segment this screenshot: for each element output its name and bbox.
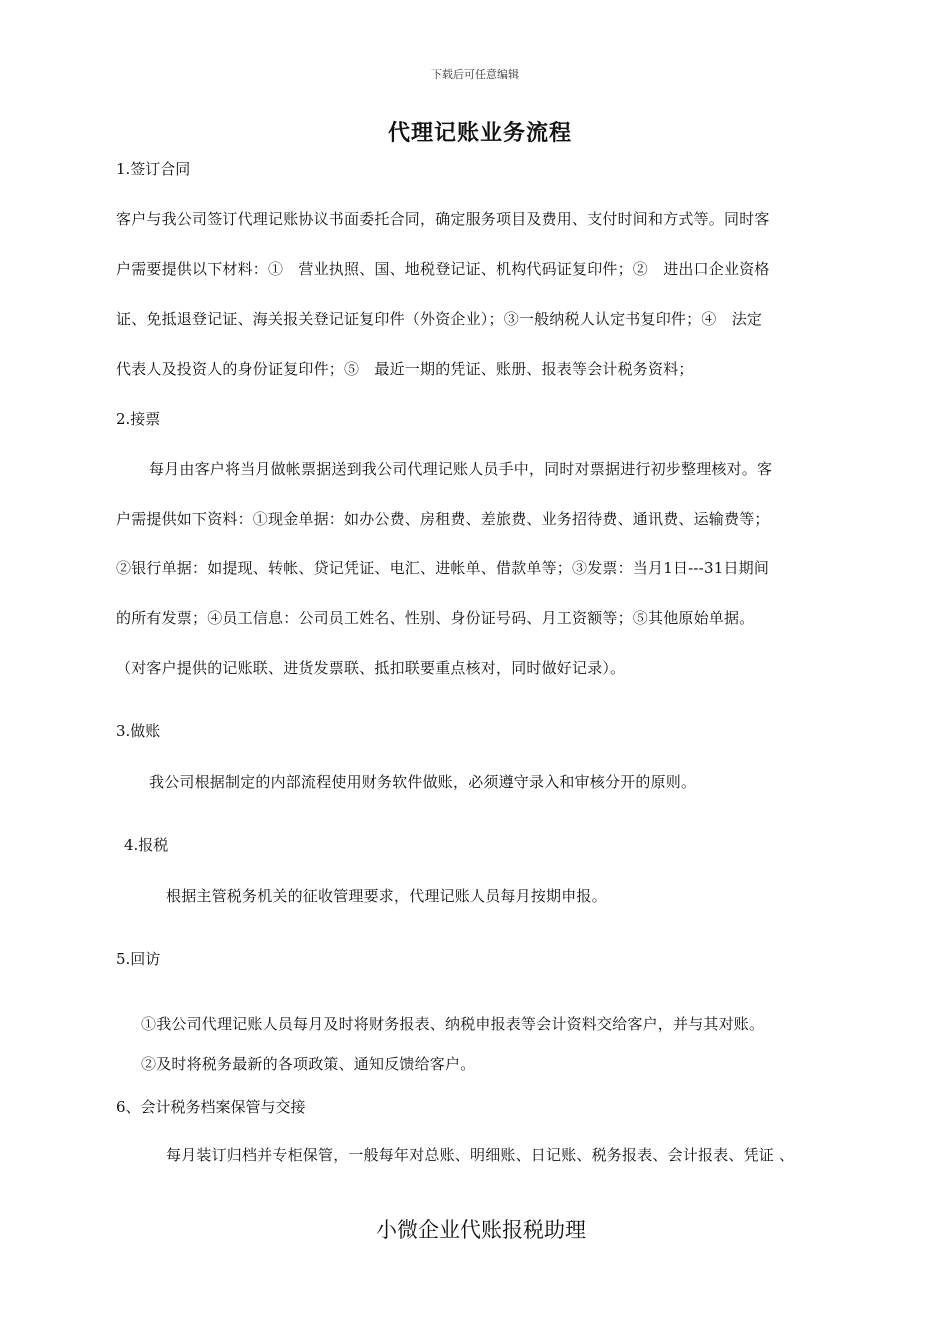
section-2-line-5: （对客户提供的记账联、进货发票联、抵扣联要重点核对，同时做好记录）。 <box>116 659 626 677</box>
section-1-line-1: 客户与我公司签订代理记账协议书面委托合同，确定服务项目及费用、支付时间和方式等。同时客 <box>116 210 770 228</box>
footer-title: 小微企业代账报税助理 <box>376 1218 586 1242</box>
section-4-heading: 4.报税 <box>124 836 169 854</box>
section-1-line-2: 户需要提供以下材料：① 营业执照、国、地税登记证、机构代码证复印件；② 进出口企业资格 <box>116 260 770 278</box>
section-1-line-4: 代表人及投资人的身份证复印件；⑤ 最近一期的凭证、账册、报表等会计税务资料； <box>116 360 694 378</box>
header-note: 下载后可任意编辑 <box>431 68 519 81</box>
section-2-heading: 2.接票 <box>116 410 161 428</box>
section-2-line-4: 的所有发票；④员工信息：公司员工姓名、性别、身份证号码、月工资额等；⑤其他原始单据。 <box>116 609 755 627</box>
document-title: 代理记账业务流程 <box>387 121 572 146</box>
section-1-line-3: 证、免抵退登记证、海关报关登记证复印件（外资企业）；③一般纳税人认定书复印件；④ 法定 <box>116 310 763 328</box>
section-5-line-1: ①我公司代理记账人员每月及时将财务报表、纳税申报表等会计资料交给客户，并与其对账。 <box>141 1015 765 1033</box>
section-5-line-2: ②及时将税务最新的各项政策、通知反馈给客户。 <box>141 1055 476 1073</box>
section-6-line-1: 每月装订归档并专柜保管，一般每年对总账、明细账、日记账、税务报表、会计报表、凭证 、 <box>166 1146 795 1164</box>
section-3-heading: 3.做账 <box>116 722 161 740</box>
section-4-line-1: 根据主管税务机关的征收管理要求，代理记账人员每月按期申报。 <box>166 887 607 905</box>
section-1-heading: 1.签订合同 <box>116 160 191 178</box>
section-6-heading: 6、会计税务档案保管与交接 <box>116 1098 306 1116</box>
section-2-line-2: 户需提供如下资料：①现金单据：如办公费、房租费、差旅费、业务招待费、通讯费、运输费等； <box>116 510 770 528</box>
section-2-line-1: 每月由客户将当月做帐票据送到我公司代理记账人员手中，同时对票据进行初步整理核对。客 <box>149 460 773 478</box>
section-3-line-1: 我公司根据制定的内部流程使用财务软件做账，必须遵守录入和审核分开的原则。 <box>149 773 697 791</box>
section-2-line-3: ②银行单据：如提现、转帐、贷记凭证、电汇、进帐单、借款单等；③发票：当月1日---31日期间 <box>116 559 770 577</box>
section-5-heading: 5.回访 <box>116 950 161 968</box>
